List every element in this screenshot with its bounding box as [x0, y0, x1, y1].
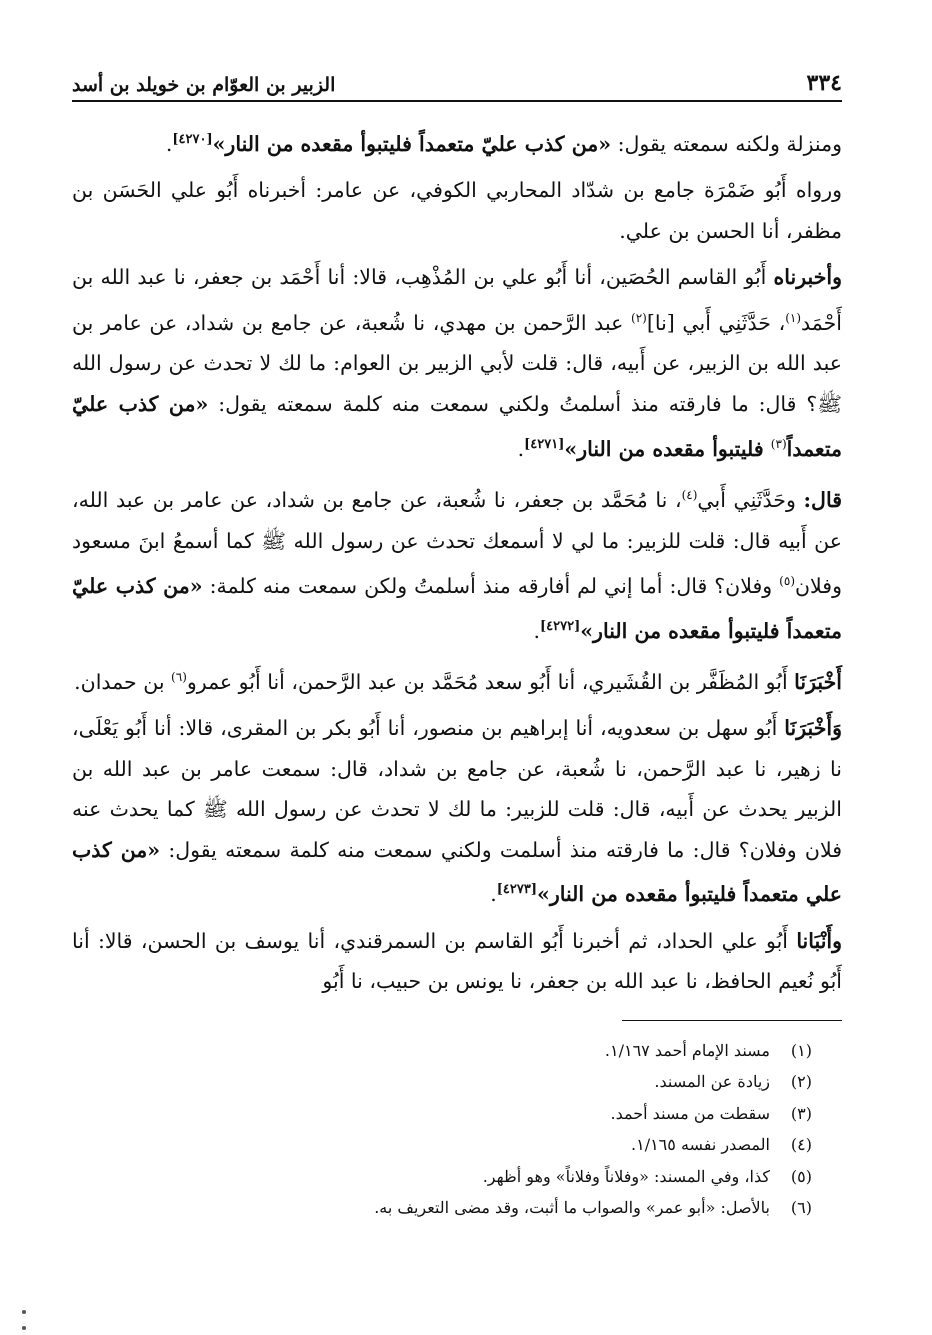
paragraph-lead: وأَنْبَانا [796, 928, 842, 953]
book-page [72, 60, 842, 1300]
paragraph [72, 257, 842, 469]
hadith-quote: «من كذب عليّ متعمداً [72, 391, 842, 461]
footnote [72, 1192, 812, 1224]
text-segment: وفلان؟ قال: أما إني لم أفارقه منذ أسلمتُ ولكن سمعت منه كلمة: [202, 574, 780, 599]
footnote-text: بالأصل: «أبو عمر» والصواب ما أثبت، وقد مضى التعريف به. [374, 1198, 770, 1218]
paragraph-lead: وأخبرناه [773, 265, 842, 290]
text-segment: ورواه أَبُو ضَمْرَة جامع بن شدّاد المحاربي الكوفي، عن عامر: أخبرناه أَبُو علي الحَسَن بن مظفر، أنا الحسن بن علي. [72, 178, 842, 243]
footnote-number: (٥) [790, 1166, 812, 1186]
paragraph-lead: أَخْبَرَنَا [794, 669, 842, 694]
footnote-text: زيادة عن المسند. [654, 1072, 770, 1092]
text-segment: وحَدَّثَنِي أَبي [697, 488, 804, 513]
text-segment: ومنزلة ولكنه سمعته يقول: [611, 131, 842, 156]
footnote-marker: (١) [785, 310, 802, 325]
footnote-marker: (٥) [779, 574, 795, 589]
footnotes [72, 1035, 842, 1224]
text-segment: أَبُو علي الحداد، ثم أخبرنا أَبُو القاسم بن السمرقندي، أنا يوسف بن الحسن، قالا: أنا أَبُو نُعيم الحافظ، نا عبد الله بن جعفر، نا يونس بن حبيب، نا أَبُو [72, 928, 842, 994]
footnote [72, 1161, 812, 1193]
footnote-number: (٣) [790, 1103, 812, 1123]
paragraph [72, 475, 842, 650]
text-segment: . [517, 436, 525, 461]
footnote-text: كذا، وفي المسند: «وفلاناً وفلاناً» وهو أظهر. [482, 1166, 770, 1186]
hadith-number: [٤٢٧٣] [496, 882, 537, 898]
hadith-number: [٤٢٧٠] [172, 132, 213, 147]
footnote [72, 1066, 812, 1098]
text-segment: أَبُو سهل بن سعدويه، أنا إبراهيم بن منصور، أنا أَبُو بكر بن المقرى، قالا: أنا أَبُو يَعْلَى، نا زهير، نا عبد الرَّحمن، نا شُعبة، عن جامع بن شداد، قال: سمعت عامر بن عبد الله بن الزبير يحدث عن أَبيه، قال: قلت للزبير: ما لك لا تحدث عن رسول الله ﷺ كما يحدث عنه فلان وفلان؟ قال: ما فارقته منذ أسلمت ولكني سمعت منه كلمة سمعته يقول: [72, 716, 842, 862]
paragraph [72, 921, 842, 1002]
footnote-text: مسند الإمام أحمد ١/١٦٧. [604, 1040, 770, 1060]
text-segment: أَبُو القاسم الحُصَين، أنا أَبُو علي بن المُذْهِب، قالا: أنا أَحْمَد بن جعفر، نا عبد الله بن أَحْمَد [72, 265, 842, 335]
main-text [72, 120, 842, 1002]
footnote-text: المصدر نفسه ١/١٦٥. [631, 1135, 770, 1155]
footnote-marker: (٢) [631, 310, 647, 325]
footnote-number: (٢) [790, 1072, 812, 1092]
margin-mark [22, 1326, 26, 1330]
footnote-text: سقطت من مسند أحمد. [610, 1103, 770, 1123]
paragraph [72, 657, 842, 702]
hadith-quote: «من كذب عليّ متعمداً فليتبوأ مقعده من النار» [72, 574, 842, 643]
text-segment: ، حَدَّثَنِي أَبي [نا] [646, 310, 786, 335]
text-segment: . [165, 131, 173, 156]
footnote-marker: (٦) [171, 669, 187, 684]
paragraph [72, 708, 842, 914]
footnote [72, 1129, 812, 1161]
footnote-number: (٦) [790, 1198, 812, 1218]
hadith-number: [٤٢٧٢] [539, 618, 581, 634]
footnote [72, 1035, 812, 1067]
paragraph-lead: قال: [803, 488, 842, 513]
margin-mark [22, 1310, 26, 1314]
paragraph [72, 120, 842, 164]
hadith-quote: «من كذب عليّ متعمداً فليتبوأ مقعده من النار» [212, 131, 612, 156]
hadith-quote: فليتبوأ مقعده من النار» [564, 436, 771, 461]
page-number: ٣٣٤ [806, 70, 842, 96]
paragraph-lead: وَأَخْبَرَنَا [784, 716, 842, 741]
text-segment: أَبُو المُظَفَّر بن القُشَيري، أنا أَبُو سعد مُحَمَّد بن عبد الرَّحمن، أنا أَبُو عمرو [186, 669, 795, 694]
text-segment: . [490, 882, 497, 907]
text-segment: عبد الرَّحمن بن مهدي، نا شُعبة، عن جامع بن شداد، عن عامر بن عبد الله بن الزبير، عن أَبيه، قال: قلت لأبي الزبير بن العوام: ما لك لا تحدث عن رسول الله ﷺ؟ قال: ما فارقته منذ أسلمتُ ولكني سمعت منه كلمة سمعته يقول: [72, 310, 842, 416]
footnote-number: (١) [790, 1040, 812, 1060]
hadith-number: [٤٢٧١] [524, 437, 565, 453]
page-header [72, 60, 842, 102]
footnote-marker: (٣) [770, 437, 787, 452]
running-title: الزبير بن العوّام بن خويلد بن أسد [72, 74, 336, 96]
footnote-number: (٤) [790, 1135, 812, 1155]
text-segment: ، نا مُحَمَّد بن جعفر، نا شُعبة، عن جامع بن شداد، عن عامر بن عبد الله، عن أَبيه قال: قلت للزبير: ما لي لا أسمعك تحدث عن رسول الله ﷺ كما أسمعُ ابنَ مسعود وفلان [72, 488, 842, 599]
text-segment: بن حمدان. [74, 669, 172, 694]
hadith-quote: «من كذب علي متعمداً فليتبوأ مقعده من النار» [72, 837, 842, 907]
footnote-marker: (٤) [681, 488, 698, 503]
text-segment: . [533, 618, 540, 643]
footnote [72, 1098, 812, 1130]
paragraph [72, 170, 842, 251]
footnote-divider [622, 1020, 842, 1021]
